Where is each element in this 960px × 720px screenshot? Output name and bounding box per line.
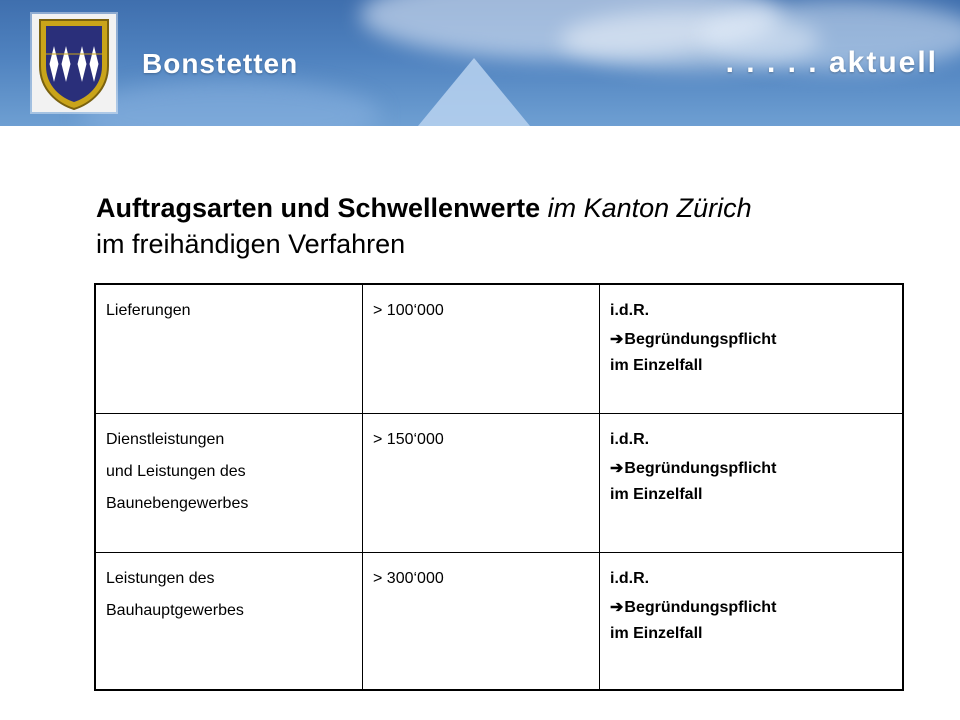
- rule-title: i.d.R.: [610, 570, 650, 587]
- rule-detail: ➔Begründungspflicht: [610, 331, 777, 348]
- title-line-2: im freihändigen Verfahren: [96, 229, 406, 259]
- header-tagline: . . . . . aktuell: [725, 46, 938, 79]
- page-title: [96, 190, 916, 262]
- title-line-1: [96, 190, 916, 226]
- category-line: Leistungen des: [106, 570, 215, 587]
- category-line: Dienstleistungen: [106, 431, 225, 448]
- category-line: und Leistungen des: [106, 463, 246, 480]
- category-line: Baunebengewerbes: [106, 495, 249, 512]
- threshold-value: > 150‘000: [373, 431, 444, 448]
- bonstetten-coat-of-arms-icon: [32, 14, 116, 112]
- rule-detail-suffix: im Einzelfall: [610, 357, 703, 374]
- rule-detail-suffix: im Einzelfall: [610, 486, 703, 503]
- threshold-cell: [363, 284, 600, 414]
- header-banner: [0, 0, 960, 126]
- category-cell: [95, 414, 363, 553]
- category-cell: [95, 553, 363, 691]
- rule-cell: [600, 553, 904, 691]
- rule-cell: [600, 284, 904, 414]
- category-line: Lieferungen: [106, 302, 191, 319]
- table-row: [95, 414, 903, 553]
- rule-detail: ➔Begründungspflicht: [610, 460, 777, 477]
- brand-name: Bonstetten: [142, 48, 299, 79]
- table-row: [95, 553, 903, 691]
- threshold-value: > 300‘000: [373, 570, 444, 587]
- category-line: Bauhauptgewerbes: [106, 602, 244, 619]
- title-italic: im Kanton Zürich: [547, 193, 752, 223]
- threshold-value: > 100‘000: [373, 302, 444, 319]
- right-arrow-icon: ➔: [610, 460, 624, 477]
- right-arrow-icon: ➔: [610, 331, 624, 348]
- table-row: [95, 284, 903, 414]
- mountain-peak: [418, 58, 530, 126]
- title-bold: Auftragsarten und Schwellenwerte: [96, 193, 541, 223]
- rule-title: i.d.R.: [610, 431, 650, 448]
- right-arrow-icon: ➔: [610, 599, 624, 616]
- threshold-table: [94, 283, 904, 691]
- crest-frame: [32, 14, 116, 112]
- threshold-cell: [363, 414, 600, 553]
- rule-detail: ➔Begründungspflicht: [610, 599, 777, 616]
- threshold-cell: [363, 553, 600, 691]
- sky-cloud: [80, 80, 380, 126]
- rule-detail-suffix: im Einzelfall: [610, 625, 703, 642]
- category-cell: [95, 284, 363, 414]
- rule-cell: [600, 414, 904, 553]
- rule-title: i.d.R.: [610, 302, 650, 319]
